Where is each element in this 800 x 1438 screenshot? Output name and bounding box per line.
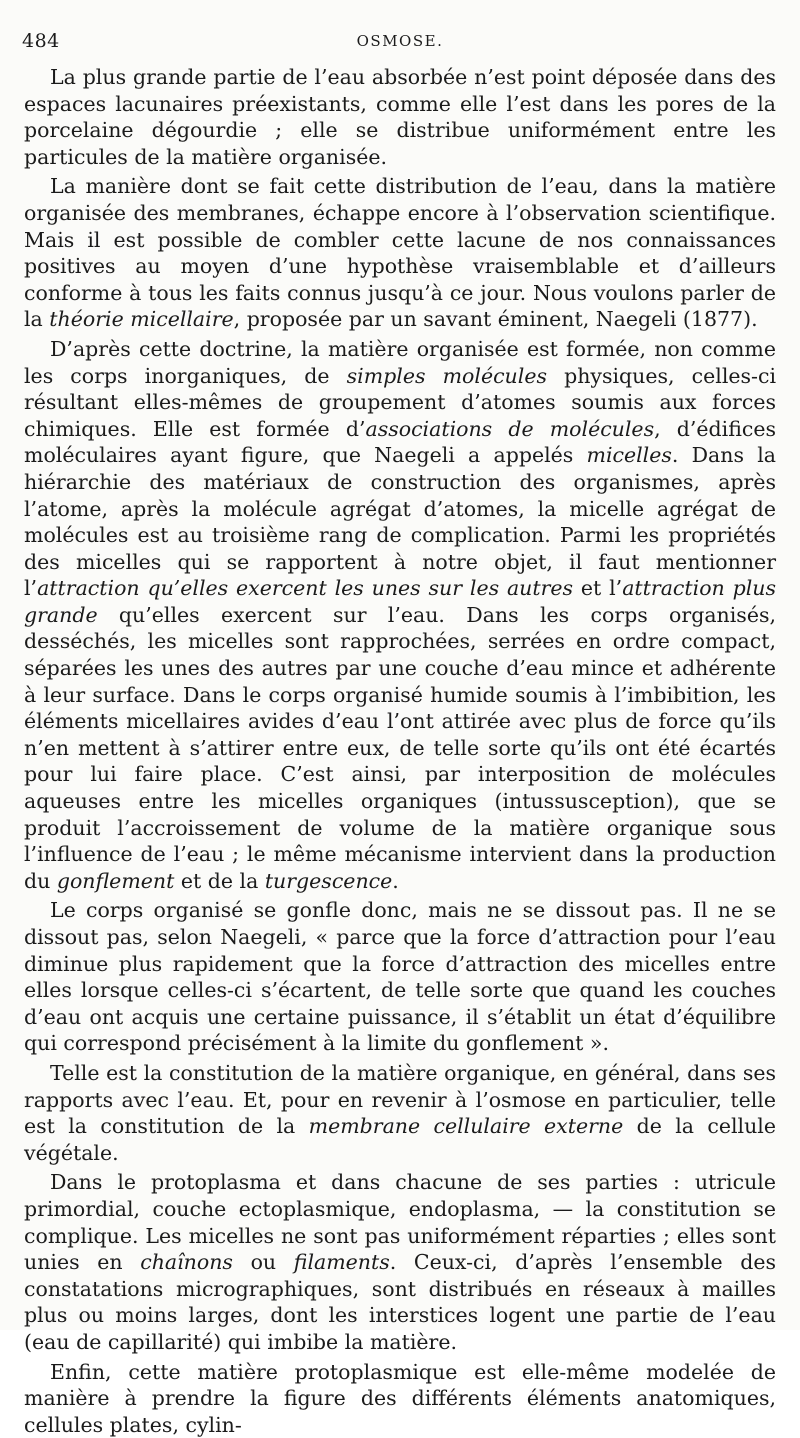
text-run: physiques, celles-ci résultant elles-mêmes de groupement d’atomes soumis aux forces chimiques. Elle est formée d’	[24, 364, 776, 441]
text-run: Le corps organisé se gonfle donc, mais ne se dissout pas. Il ne se dissout pas, selon Naegeli, « parce que la force d’attraction pour l’eau diminue plus rapidement que la force d’attraction des micelles entre elles lorsque celles-ci s’écartent, de telle sorte que quand les couches d’eau ont acquis une certaine puissance, il s’établit un état d’équilibre qui correspond précisément à la limite du gonflement ».	[24, 898, 776, 1055]
paragraph	[24, 1169, 776, 1355]
text-run: La manière dont se fait cette distribution de l’eau, dans la matière organisée des membranes, échappe encore à l’observation scientifique. Mais il est possible de combler cette lacune de nos connaissances positives au moyen d’une hypothèse vraisemblable et d’ailleurs conforme à tous les faits connus jusqu’à ce jour. Nous voulons parler de la	[24, 174, 776, 331]
paragraph	[24, 1060, 776, 1166]
paragraph	[24, 64, 776, 170]
text-run: . Ceux-ci, d’après l’ensemble des constatations micrographiques, sont distribués en réseaux à mailles plus ou moins larges, dont les interstices logent une partie de l’eau (eau de capillarité) qui imbibe la matière.	[24, 1250, 776, 1354]
paragraph	[24, 1359, 776, 1438]
page-number: 484	[22, 30, 60, 52]
text-run: Dans le protoplasma et dans chacune de ses parties : utricule primordial, couche ectoplasmique, endoplasma, — la constitution se complique. Les micelles ne sont pas uniformément réparties ; elles sont unies en	[24, 1170, 776, 1274]
paragraph	[24, 336, 776, 894]
italic-text-run: membrane cellulaire externe	[309, 1114, 624, 1138]
italic-text-run: théorie micellaire	[49, 307, 233, 331]
paragraph	[24, 173, 776, 333]
italic-text-run: micelles	[587, 443, 672, 467]
text-run: ou	[233, 1250, 294, 1274]
italic-text-run: turgescence	[265, 869, 392, 893]
text-run: La plus grande partie de l’eau absorbée n’est point déposée dans des espaces lacunaires préexistants, comme elle l’est dans les pores de la porcelaine dégourdie ; elle se distribue uniformément entre les particules de la matière organisée.	[24, 65, 776, 169]
italic-text-run: simples molécules	[347, 364, 547, 388]
text-run: Telle est la constitution de la matière organique, en général, dans ses rapports avec l’eau. Et, pour en revenir à l’osmose en particulier, telle est la constitution de la	[24, 1061, 776, 1138]
text-run: Enfin, cette matière protoplasmique est elle-même modelée de manière à prendre la figure des différents éléments anatomiques, cellules plates, cylin-	[24, 1360, 776, 1437]
italic-text-run: chaînons	[140, 1250, 233, 1274]
text-run: de la cellule végétale.	[24, 1114, 776, 1165]
text-run: .	[392, 869, 399, 893]
body-text	[24, 64, 776, 1438]
italic-text-run: associations de molécules	[365, 417, 654, 441]
text-run: , d’édifices moléculaires ayant figure, que Naegeli a appelés	[24, 417, 776, 468]
italic-text-run: gonflement	[57, 869, 175, 893]
text-run: qu’elles exercent sur l’eau. Dans les corps organisés, desséchés, les micelles sont rapprochées, serrées en ordre compact, séparées les unes des autres par une couche d’eau mince et adhérente à leur surface. Dans le corps organisé humide soumis à l’imbibition, les éléments micellaires avides d’eau l’ont attirée avec plus de force qu’ils n’en mettent à s’attirer entre eux, de telle sorte qu’ils ont été écartés pour lui faire place. C’est ainsi, par interposition de molécules aqueuses entre les micelles organiques (intussusception), que se produit l’accroissement de volume de la matière organique sous l’influence de l’eau ; le même mécanisme intervient dans la production du	[24, 603, 776, 893]
running-title: OSMOSE.	[22, 32, 778, 50]
text-run: D’après cette doctrine, la matière organisée est formée, non comme les corps inorganiques, de	[24, 337, 776, 388]
page-header	[22, 30, 778, 52]
text-run: et de la	[174, 869, 264, 893]
paragraph	[24, 897, 776, 1057]
italic-text-run: attraction plus grande	[24, 576, 776, 627]
italic-text-run: attraction qu’elles exercent les unes sur les autres	[37, 576, 573, 600]
text-run: et l’	[573, 576, 622, 600]
text-run: , proposée par un savant éminent, Naegeli (1877).	[234, 307, 758, 331]
italic-text-run: filaments	[294, 1250, 390, 1274]
text-run: . Dans la hiérarchie des matériaux de construction des organismes, après l’atome, après la molécule agrégat d’atomes, la micelle agrégat de molécules est au troisième rang de complication. Parmi les propriétés des micelles qui se rapportent à notre objet, il faut mentionner l’	[24, 443, 776, 600]
